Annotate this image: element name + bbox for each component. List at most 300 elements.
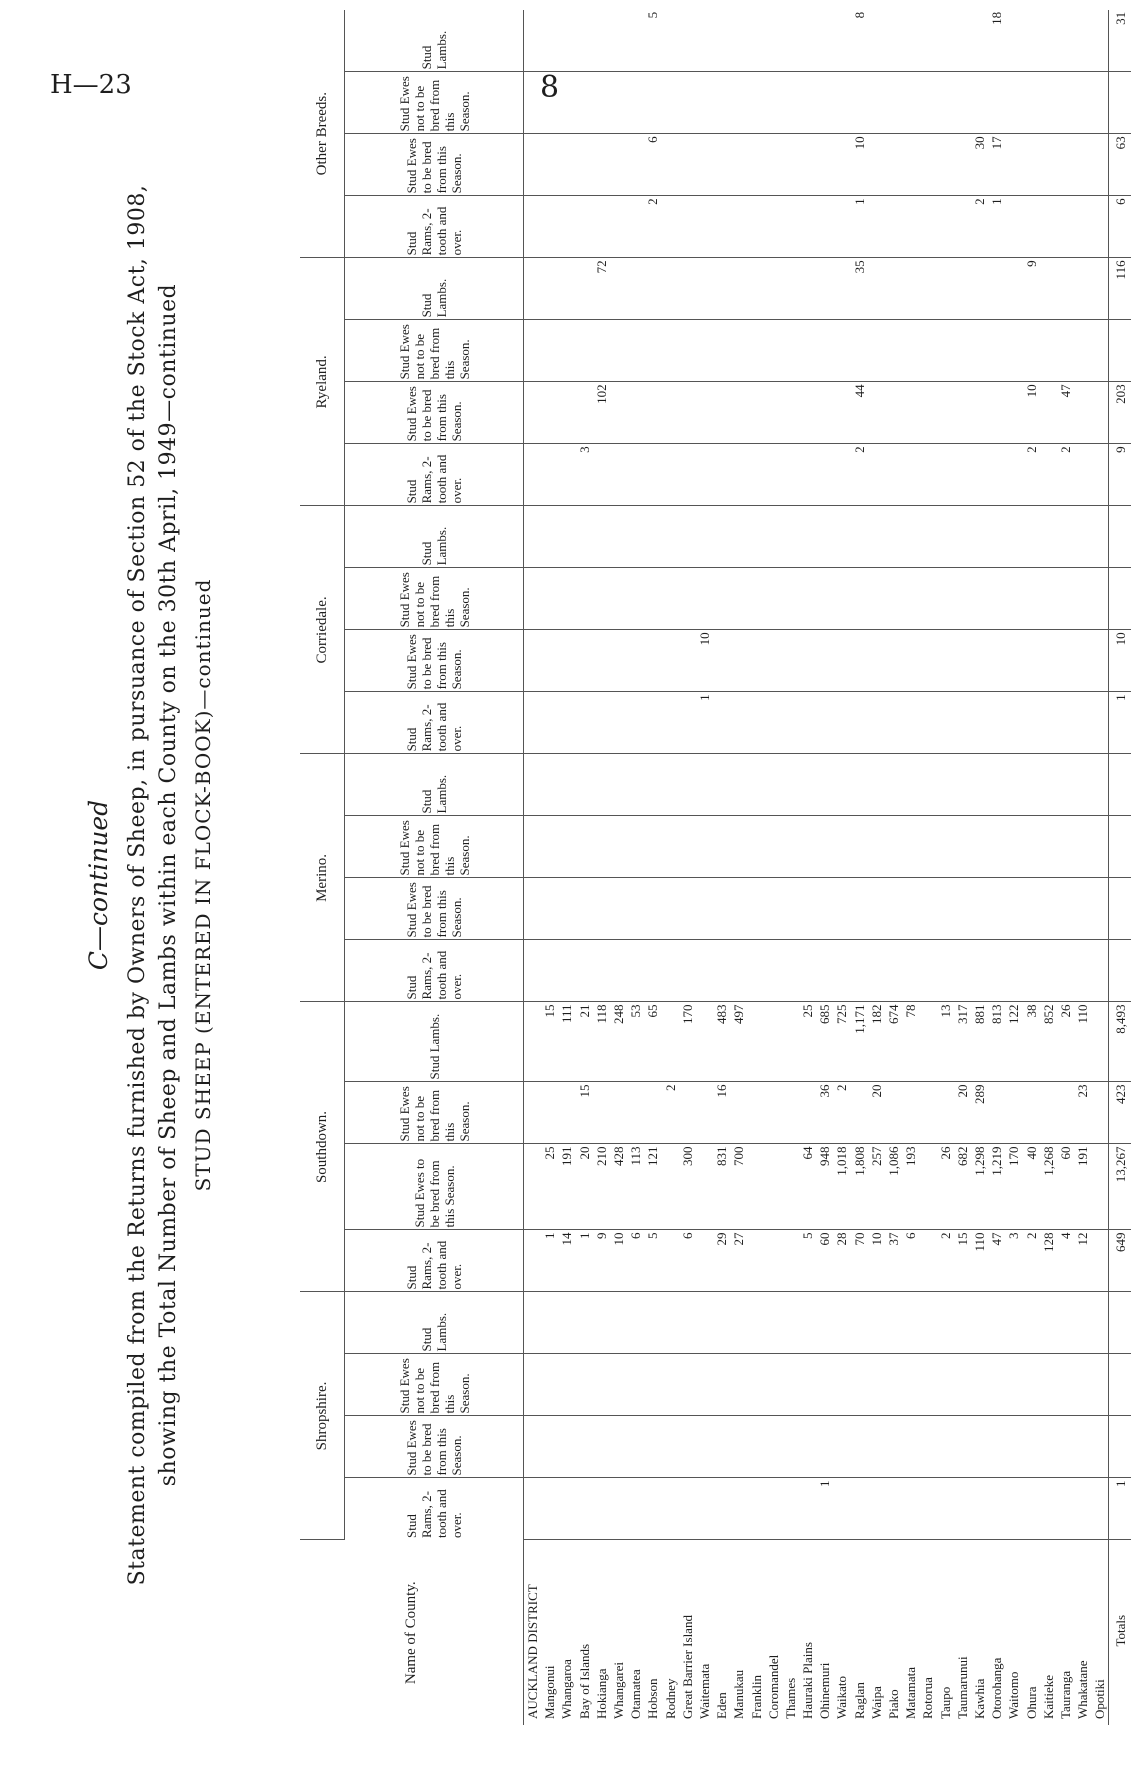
table-cell xyxy=(816,196,833,258)
table-cell xyxy=(541,10,558,72)
table-cell xyxy=(576,506,593,568)
table-cell xyxy=(1057,630,1074,692)
table-cell xyxy=(644,816,661,878)
table-cell xyxy=(747,754,764,816)
table-cell xyxy=(730,196,747,258)
table-cell xyxy=(851,940,868,1002)
table-cell xyxy=(1040,754,1057,816)
table-cell: 2 xyxy=(644,196,661,258)
table-cell xyxy=(696,1002,713,1082)
table-cell xyxy=(747,1478,764,1540)
table-cell: 1 xyxy=(576,1230,593,1292)
table-cell xyxy=(730,506,747,568)
table-cell xyxy=(730,320,747,382)
table-cell xyxy=(558,692,575,754)
table-cell: 64 xyxy=(799,1144,816,1230)
table-cell: 17 xyxy=(988,134,1005,196)
table-cell xyxy=(610,1416,627,1478)
table-cell xyxy=(713,320,730,382)
table-cell xyxy=(679,72,696,134)
table-cell xyxy=(1074,754,1091,816)
table-cell xyxy=(902,568,919,630)
table-cell xyxy=(902,134,919,196)
table-row xyxy=(1057,10,1074,1725)
table-cell xyxy=(662,196,679,258)
county-name: Whangarei xyxy=(611,1661,627,1719)
table-cell xyxy=(730,134,747,196)
table-cell xyxy=(576,320,593,382)
table-cell xyxy=(679,320,696,382)
table-cell xyxy=(524,1230,542,1292)
table-cell xyxy=(524,1144,542,1230)
table-cell xyxy=(1057,1354,1074,1416)
table-cell: 12 xyxy=(1074,1230,1091,1292)
column-header: Stud Lambs. xyxy=(345,506,524,568)
table-cell xyxy=(576,630,593,692)
table-cell xyxy=(1074,382,1091,444)
table-cell xyxy=(954,258,971,320)
table-cell xyxy=(1091,1230,1109,1292)
table-cell xyxy=(730,1354,747,1416)
table-cell xyxy=(816,320,833,382)
table-row xyxy=(833,10,850,1725)
table-cell xyxy=(1091,134,1109,196)
table-cell xyxy=(799,816,816,878)
table-cell xyxy=(662,1144,679,1230)
table-cell xyxy=(662,506,679,568)
table-row xyxy=(782,10,799,1725)
table-cell xyxy=(541,382,558,444)
table-cell xyxy=(1040,196,1057,258)
table-cell xyxy=(919,816,936,878)
table-cell xyxy=(1040,1354,1057,1416)
table-cell xyxy=(1022,816,1039,878)
table-cell xyxy=(765,258,782,320)
table-row xyxy=(816,10,833,1725)
table-cell: 674 xyxy=(885,1002,902,1082)
table-cell: 10 xyxy=(1109,630,1131,692)
table-cell xyxy=(868,816,885,878)
table-cell xyxy=(765,506,782,568)
table-cell xyxy=(833,10,850,72)
table-cell xyxy=(627,1292,644,1354)
table-cell xyxy=(954,1416,971,1478)
table-cell xyxy=(799,1292,816,1354)
breed-header: Southdown. xyxy=(300,1002,345,1292)
table-cell xyxy=(1022,134,1039,196)
table-cell xyxy=(799,940,816,1002)
county-name: Ohura xyxy=(1023,1686,1039,1719)
table-cell: 78 xyxy=(902,1002,919,1082)
table-cell xyxy=(833,320,850,382)
table-cell xyxy=(971,320,988,382)
table-cell xyxy=(851,72,868,134)
table-cell xyxy=(1040,444,1057,506)
table-cell xyxy=(885,506,902,568)
table-cell: 121 xyxy=(644,1144,661,1230)
table-cell xyxy=(1057,134,1074,196)
table-cell xyxy=(1005,630,1022,692)
table-cell xyxy=(799,10,816,72)
table-cell xyxy=(937,1416,954,1478)
table-cell xyxy=(799,382,816,444)
table-cell xyxy=(902,878,919,940)
table-cell xyxy=(833,72,850,134)
table-cell: 37 xyxy=(885,1230,902,1292)
table-cell xyxy=(954,320,971,382)
table-cell xyxy=(833,940,850,1002)
table-cell xyxy=(1040,940,1057,1002)
table-cell xyxy=(816,134,833,196)
table-cell xyxy=(1109,878,1131,940)
table-cell xyxy=(576,196,593,258)
table-cell: 300 xyxy=(679,1144,696,1230)
table-cell xyxy=(627,134,644,196)
table-cell xyxy=(558,320,575,382)
table-cell xyxy=(1074,444,1091,506)
table-cell: 47 xyxy=(988,1230,1005,1292)
table-cell xyxy=(1022,568,1039,630)
table-cell xyxy=(833,568,850,630)
table-cell xyxy=(1091,1292,1109,1354)
table-cell xyxy=(833,196,850,258)
county-name: Franklin xyxy=(748,1674,764,1719)
table-cell xyxy=(919,940,936,1002)
table-cell xyxy=(902,1478,919,1540)
table-cell xyxy=(1005,134,1022,196)
table-cell xyxy=(524,878,542,940)
table-cell xyxy=(524,1354,542,1416)
table-cell xyxy=(1022,1416,1039,1478)
table-cell xyxy=(644,754,661,816)
table-cell xyxy=(747,816,764,878)
table-cell xyxy=(1074,878,1091,940)
county-name: Rotorua xyxy=(920,1677,936,1719)
table-cell xyxy=(747,506,764,568)
table-cell xyxy=(558,1082,575,1144)
table-cell xyxy=(954,692,971,754)
table-row xyxy=(558,10,575,1725)
table-cell xyxy=(1057,878,1074,940)
table-cell xyxy=(988,258,1005,320)
table-cell xyxy=(782,1416,799,1478)
table-cell xyxy=(593,878,610,940)
table-cell xyxy=(765,320,782,382)
table-cell: 1 xyxy=(696,692,713,754)
table-cell xyxy=(1091,1416,1109,1478)
table-cell xyxy=(937,940,954,1002)
table-cell xyxy=(1057,568,1074,630)
table-cell xyxy=(765,1230,782,1292)
table-cell xyxy=(919,506,936,568)
table-cell xyxy=(833,1416,850,1478)
table-row xyxy=(885,10,902,1725)
table-cell xyxy=(937,196,954,258)
county-name: Taumarunui xyxy=(954,1656,970,1719)
table-cell: 10 xyxy=(851,134,868,196)
table-cell xyxy=(627,568,644,630)
table-cell xyxy=(868,1292,885,1354)
table-cell xyxy=(1040,568,1057,630)
table-cell xyxy=(1091,878,1109,940)
table-cell xyxy=(1074,10,1091,72)
table-cell xyxy=(524,1002,542,1082)
table-cell xyxy=(679,692,696,754)
table-cell: 852 xyxy=(1040,1002,1057,1082)
table-cell xyxy=(747,692,764,754)
table-cell xyxy=(919,1230,936,1292)
table-cell xyxy=(576,878,593,940)
table-cell xyxy=(1022,196,1039,258)
column-header: Stud Ewes not to be bred from this Season. xyxy=(345,1354,524,1416)
stud-sheep-table xyxy=(300,10,1131,1725)
table-cell xyxy=(919,320,936,382)
table-cell xyxy=(868,382,885,444)
table-cell: 1 xyxy=(541,1230,558,1292)
table-row xyxy=(988,10,1005,1725)
table-cell: 18 xyxy=(988,10,1005,72)
table-cell xyxy=(576,816,593,878)
table-cell xyxy=(644,940,661,1002)
table-cell xyxy=(937,1478,954,1540)
table-cell xyxy=(971,382,988,444)
table-cell xyxy=(662,1230,679,1292)
table-cell xyxy=(1040,134,1057,196)
table-cell: 428 xyxy=(610,1144,627,1230)
table-cell xyxy=(1022,72,1039,134)
table-cell xyxy=(713,10,730,72)
table-cell xyxy=(524,692,542,754)
table-cell xyxy=(541,1292,558,1354)
table-cell xyxy=(576,134,593,196)
table-cell xyxy=(747,1416,764,1478)
table-cell xyxy=(1040,878,1057,940)
table-cell xyxy=(919,382,936,444)
table-cell xyxy=(730,1416,747,1478)
table-cell xyxy=(747,196,764,258)
table-cell: 122 xyxy=(1005,1002,1022,1082)
table-cell xyxy=(902,444,919,506)
table-row xyxy=(593,10,610,1725)
table-cell xyxy=(988,1082,1005,1144)
table-cell xyxy=(782,1354,799,1416)
table-cell: 20 xyxy=(576,1144,593,1230)
table-cell xyxy=(747,568,764,630)
table-cell xyxy=(593,1478,610,1540)
table-cell xyxy=(747,258,764,320)
table-cell xyxy=(799,1082,816,1144)
table-cell xyxy=(954,382,971,444)
column-header: Stud Rams, 2-tooth and over. xyxy=(345,692,524,754)
table-cell xyxy=(851,1082,868,1144)
table-cell xyxy=(1057,506,1074,568)
table-cell xyxy=(679,630,696,692)
table-cell xyxy=(696,258,713,320)
table-cell xyxy=(919,1292,936,1354)
table-cell xyxy=(576,1416,593,1478)
table-cell xyxy=(747,320,764,382)
table-cell xyxy=(1074,196,1091,258)
column-header: Stud Ewes to be bred from this Season. xyxy=(345,382,524,444)
table-cell xyxy=(644,320,661,382)
table-cell xyxy=(1005,196,1022,258)
table-cell xyxy=(919,1416,936,1478)
table-cell xyxy=(885,320,902,382)
table-cell xyxy=(1005,1292,1022,1354)
county-name: Ohinemuri xyxy=(817,1662,833,1719)
table-cell: 289 xyxy=(971,1082,988,1144)
column-header: Stud Ewes not to be bred from this Season. xyxy=(345,1082,524,1144)
table-cell xyxy=(851,630,868,692)
table-row xyxy=(868,10,885,1725)
table-cell xyxy=(1091,1082,1109,1144)
table-cell xyxy=(610,568,627,630)
table-cell xyxy=(1005,692,1022,754)
table-cell xyxy=(576,1292,593,1354)
table-cell xyxy=(1005,940,1022,1002)
table-cell: 1,268 xyxy=(1040,1144,1057,1230)
column-header: Stud Rams, 2-tooth and over. xyxy=(345,940,524,1002)
table-cell xyxy=(524,940,542,1002)
table-cell xyxy=(541,258,558,320)
table-cell xyxy=(610,1354,627,1416)
table-row xyxy=(644,10,661,1725)
table-cell xyxy=(1074,692,1091,754)
table-cell xyxy=(765,1478,782,1540)
table-cell xyxy=(730,72,747,134)
table-cell xyxy=(1109,1354,1131,1416)
table-cell: 2 xyxy=(1057,444,1074,506)
table-cell xyxy=(558,196,575,258)
table-cell xyxy=(627,940,644,1002)
table-cell xyxy=(524,258,542,320)
table-cell xyxy=(593,754,610,816)
table-cell xyxy=(713,1478,730,1540)
table-cell: 831 xyxy=(713,1144,730,1230)
table-cell xyxy=(558,1478,575,1540)
table-cell xyxy=(541,506,558,568)
table-cell xyxy=(1091,1002,1109,1082)
table-cell xyxy=(610,72,627,134)
table-cell: 60 xyxy=(816,1230,833,1292)
table-row xyxy=(799,10,816,1725)
table-cell xyxy=(541,1416,558,1478)
county-name: Tauranga xyxy=(1057,1670,1073,1719)
county-name: Whakatane xyxy=(1075,1660,1091,1719)
table-cell xyxy=(644,1416,661,1478)
table-cell xyxy=(747,134,764,196)
table-cell xyxy=(1040,72,1057,134)
table-cell xyxy=(782,1230,799,1292)
table-cell: 16 xyxy=(713,1082,730,1144)
table-cell: 497 xyxy=(730,1002,747,1082)
table-cell xyxy=(919,630,936,692)
statement-title-line-2: showing the Total Number of Sheep and Lambs within each County on the 30th April, 1949—continued xyxy=(156,283,181,1487)
table-cell xyxy=(885,630,902,692)
table-cell xyxy=(954,754,971,816)
table-cell xyxy=(662,382,679,444)
table-cell xyxy=(765,1002,782,1082)
table-cell: 29 xyxy=(713,1230,730,1292)
table-cell xyxy=(799,72,816,134)
table-cell: 8,493 xyxy=(1109,1002,1131,1082)
table-cell xyxy=(902,320,919,382)
breed-header: Shropshire. xyxy=(300,1292,345,1540)
table-cell xyxy=(1057,1478,1074,1540)
table-cell xyxy=(885,1416,902,1478)
table-cell xyxy=(627,1082,644,1144)
table-cell xyxy=(1040,1478,1057,1540)
table-cell xyxy=(627,506,644,568)
table-cell: 170 xyxy=(1005,1144,1022,1230)
table-row xyxy=(1074,10,1091,1725)
table-cell: 2 xyxy=(851,444,868,506)
table-cell xyxy=(644,692,661,754)
table-cell xyxy=(782,320,799,382)
table-cell xyxy=(593,692,610,754)
table-cell xyxy=(662,1416,679,1478)
table-cell xyxy=(988,1416,1005,1478)
table-cell xyxy=(885,1082,902,1144)
table-cell xyxy=(937,1292,954,1354)
table-cell xyxy=(610,692,627,754)
table-cell xyxy=(799,196,816,258)
table-cell xyxy=(524,72,542,134)
table-cell xyxy=(868,196,885,258)
table-cell xyxy=(868,754,885,816)
table-cell xyxy=(644,1292,661,1354)
table-cell xyxy=(593,10,610,72)
table-cell xyxy=(868,692,885,754)
table-cell xyxy=(1022,320,1039,382)
table-cell xyxy=(799,630,816,692)
table-cell xyxy=(1074,568,1091,630)
table-cell: 23 xyxy=(1074,1082,1091,1144)
table-cell xyxy=(1091,258,1109,320)
table-cell xyxy=(610,816,627,878)
table-cell xyxy=(696,72,713,134)
table-cell xyxy=(868,1354,885,1416)
table-cell xyxy=(765,754,782,816)
table-cell xyxy=(558,878,575,940)
table-cell xyxy=(679,940,696,1002)
table-cell xyxy=(868,506,885,568)
table-cell xyxy=(1005,878,1022,940)
table-cell xyxy=(576,382,593,444)
table-row xyxy=(937,10,954,1725)
table-cell xyxy=(799,692,816,754)
table-cell xyxy=(988,692,1005,754)
table-cell xyxy=(1057,10,1074,72)
table-cell xyxy=(696,1478,713,1540)
table-cell xyxy=(662,72,679,134)
table-row xyxy=(1005,10,1022,1725)
table-cell xyxy=(644,444,661,506)
table-cell xyxy=(524,568,542,630)
table-cell xyxy=(782,1478,799,1540)
table-row xyxy=(610,10,627,1725)
table-cell xyxy=(644,1082,661,1144)
table-cell xyxy=(885,816,902,878)
table-cell xyxy=(1040,816,1057,878)
table-cell: 1 xyxy=(988,196,1005,258)
table-cell xyxy=(988,1292,1005,1354)
table-cell xyxy=(644,568,661,630)
table-cell: 31 xyxy=(1109,10,1131,72)
table-cell xyxy=(902,1292,919,1354)
table-cell xyxy=(1091,10,1109,72)
table-cell xyxy=(713,444,730,506)
